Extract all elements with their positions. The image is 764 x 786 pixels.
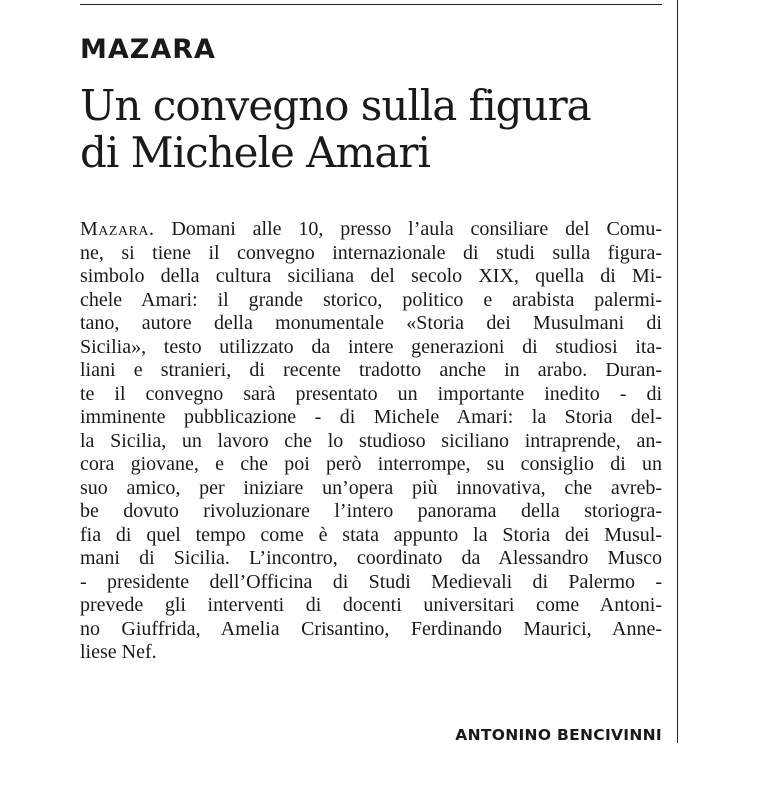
headline-line-2: di Michele Amari [80, 128, 430, 177]
article-line [80, 218, 662, 242]
kicker-location: MAZARA [80, 34, 216, 65]
article-line: be dovuto rivoluzionare l’intero panorama della storiogra- [80, 500, 662, 522]
article-line: simbolo della cultura siciliana del secolo XIX, quella di Mi- [80, 265, 662, 287]
article-line: fia di quel tempo come è stata appunto la Storia dei Musul- [80, 523, 662, 546]
article-body [80, 218, 662, 665]
article-line: imminente pubblicazione - di Michele Amari: la Storia del- [80, 406, 662, 428]
article-line: liani e stranieri, di recente tradotto anche in arabo. Duran- [80, 359, 662, 381]
article-line-text: Domani alle 10, presso l’aula consiliare del Comu- [154, 218, 662, 240]
headline-line-1: Un convegno sulla figura [80, 81, 591, 130]
column-rule [677, 0, 678, 743]
article-line: la Sicilia, un lavoro che lo studioso siciliano intraprende, an- [80, 429, 662, 452]
article-line: mani di Sicilia. L’incontro, coordinato da Alessandro Musco [80, 547, 662, 569]
article-line: tano, autore della monumentale «Storia dei Musulmani di [80, 312, 662, 334]
article-line: Sicilia», testo utilizzato da intere generazioni di studiosi ita- [80, 335, 662, 358]
top-rule [80, 4, 662, 5]
headline [80, 82, 670, 176]
article-line: te il convegno sarà presentato un importante inedito - di [80, 382, 662, 405]
dateline: Mazara. [80, 218, 155, 240]
article-line: cora giovane, e che poi però interrompe, su consiglio di un [80, 453, 662, 475]
article-line: no Giuffrida, Amelia Crisantino, Ferdinando Maurici, Anne- [80, 617, 662, 640]
article-line: suo amico, per iniziare un’opera più innovativa, che avreb- [80, 476, 662, 499]
article-line: chele Amari: il grande storico, politico e arabista palermi- [80, 288, 662, 311]
article-line: ne, si tiene il convegno internazionale di studi sulla figura- [80, 241, 662, 264]
article-line: liese Nef. [80, 641, 157, 663]
article-line: prevede gli interventi di docenti universitari come Antoni- [80, 594, 662, 616]
byline-author: ANTONINO BENCIVINNI [455, 726, 662, 744]
article-line: - presidente dell’Officina di Studi Medievali di Palermo - [80, 570, 662, 593]
